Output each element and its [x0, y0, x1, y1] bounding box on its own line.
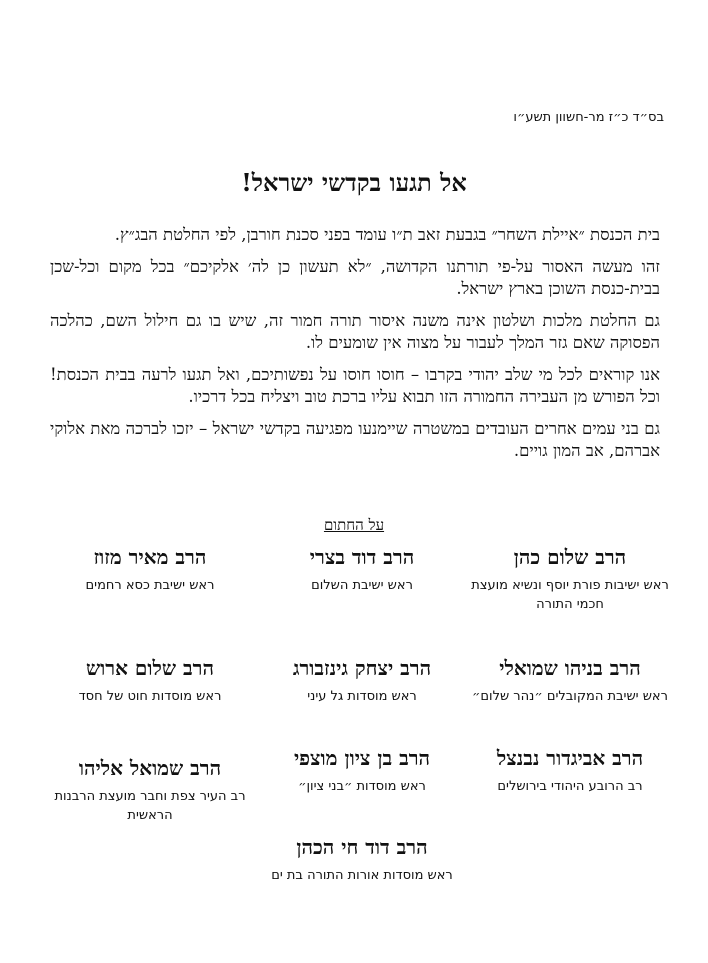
signatory-role: ראש ישיבות פורת יוסף ונשיא מועצת חכמי התורה	[471, 578, 669, 612]
signatory	[50, 755, 250, 825]
signatory	[262, 655, 462, 706]
letter-body	[50, 224, 660, 472]
paragraph: גם בני עמים אחרים העובדים במשטרה שיימנעו מפגיעה בקדשי ישראל – יזכו לברכה מאת אלוקי אברהם, אב המון גויים.	[50, 419, 660, 460]
signatory-name: הרב שלום כהן	[513, 545, 627, 569]
signatory	[470, 544, 670, 614]
signatory	[470, 655, 670, 706]
signatory	[262, 745, 462, 796]
signatory-name: הרב בניהו שמואלי	[499, 656, 641, 680]
signatory-name: הרב דוד בצרי	[309, 545, 415, 569]
paragraph: אנו קוראים לכל מי שלב יהודי בקרבו – חוסו חוסו על נפשותיכם, ואל תגעו לרעה בבית הכנסת! וכל הפורש מן העבירה החמורה הזו תבוא עליו ברכת טוב ויצליח בכל דרכיו.	[50, 365, 660, 406]
signed-label: על החתום	[323, 516, 385, 534]
signatory-role: רב הרובע היהודי בירושלים	[497, 779, 643, 794]
signatory-name: הרב שמואל אליהו	[78, 756, 222, 780]
signatory-name: הרב מאיר מזוז	[93, 545, 207, 569]
signatory	[470, 745, 670, 796]
signatory	[50, 544, 250, 595]
signatory-role: ראש ישיבת המקובלים ״נהר שלום״	[472, 689, 668, 704]
paragraph: זהו מעשה האסור על-פי תורתנו הקדושה, ״לא תעשון כן לה׳ אלקיכם״ בכל מקום וכל-שכן בבית-כנסת השוכן בארץ ישראל.	[50, 257, 660, 298]
signatory-name: הרב בן ציון מוצפי	[293, 746, 431, 770]
signatory-name: הרב יצחק גינזבורג	[292, 656, 432, 680]
signatory-role: ראש ישיבת השלום	[311, 578, 413, 593]
signatory	[50, 655, 250, 706]
signatory-role: רב העיר צפת וחבר מועצת הרבנות הראשית	[54, 789, 246, 823]
letter-title: אל תגעו בקדשי ישראל!	[241, 168, 467, 197]
signatory-name: הרב דוד חי הכהן	[296, 835, 428, 859]
signatory	[254, 834, 470, 885]
signatory-role: ראש מוסדות גל עיני	[307, 689, 417, 704]
signatory-role: ראש ישיבת כסא רחמים	[85, 578, 215, 593]
signatory-name: הרב שלום ארוש	[86, 656, 214, 680]
signatory-name: הרב אביגדור נבנצל	[496, 746, 644, 770]
signatory-role: ראש מוסדות חוט של חסד	[78, 689, 222, 704]
date-line: בס״ד כ״ז מר-חשוון תשע״ו	[513, 110, 664, 125]
signatory-role: ראש מוסדות אורות התורה בת ים	[271, 868, 453, 883]
paragraph: בית הכנסת ״איילת השחר״ בגבעת זאב ת״ו עומד בפני סכנת חורבן, לפי החלטת הבג״ץ.	[114, 225, 660, 244]
signatory-role: ראש מוסדות ״בני ציון״	[298, 779, 426, 794]
paragraph: גם החלטת מלכות ושלטון אינה משנה איסור תורה חמור זה, שיש בו גם חילול השם, כהלכה הפסוקה שאם גזר המלך לעבור על מצוה אין שומעים לו.	[50, 311, 660, 352]
signatory	[262, 544, 462, 595]
